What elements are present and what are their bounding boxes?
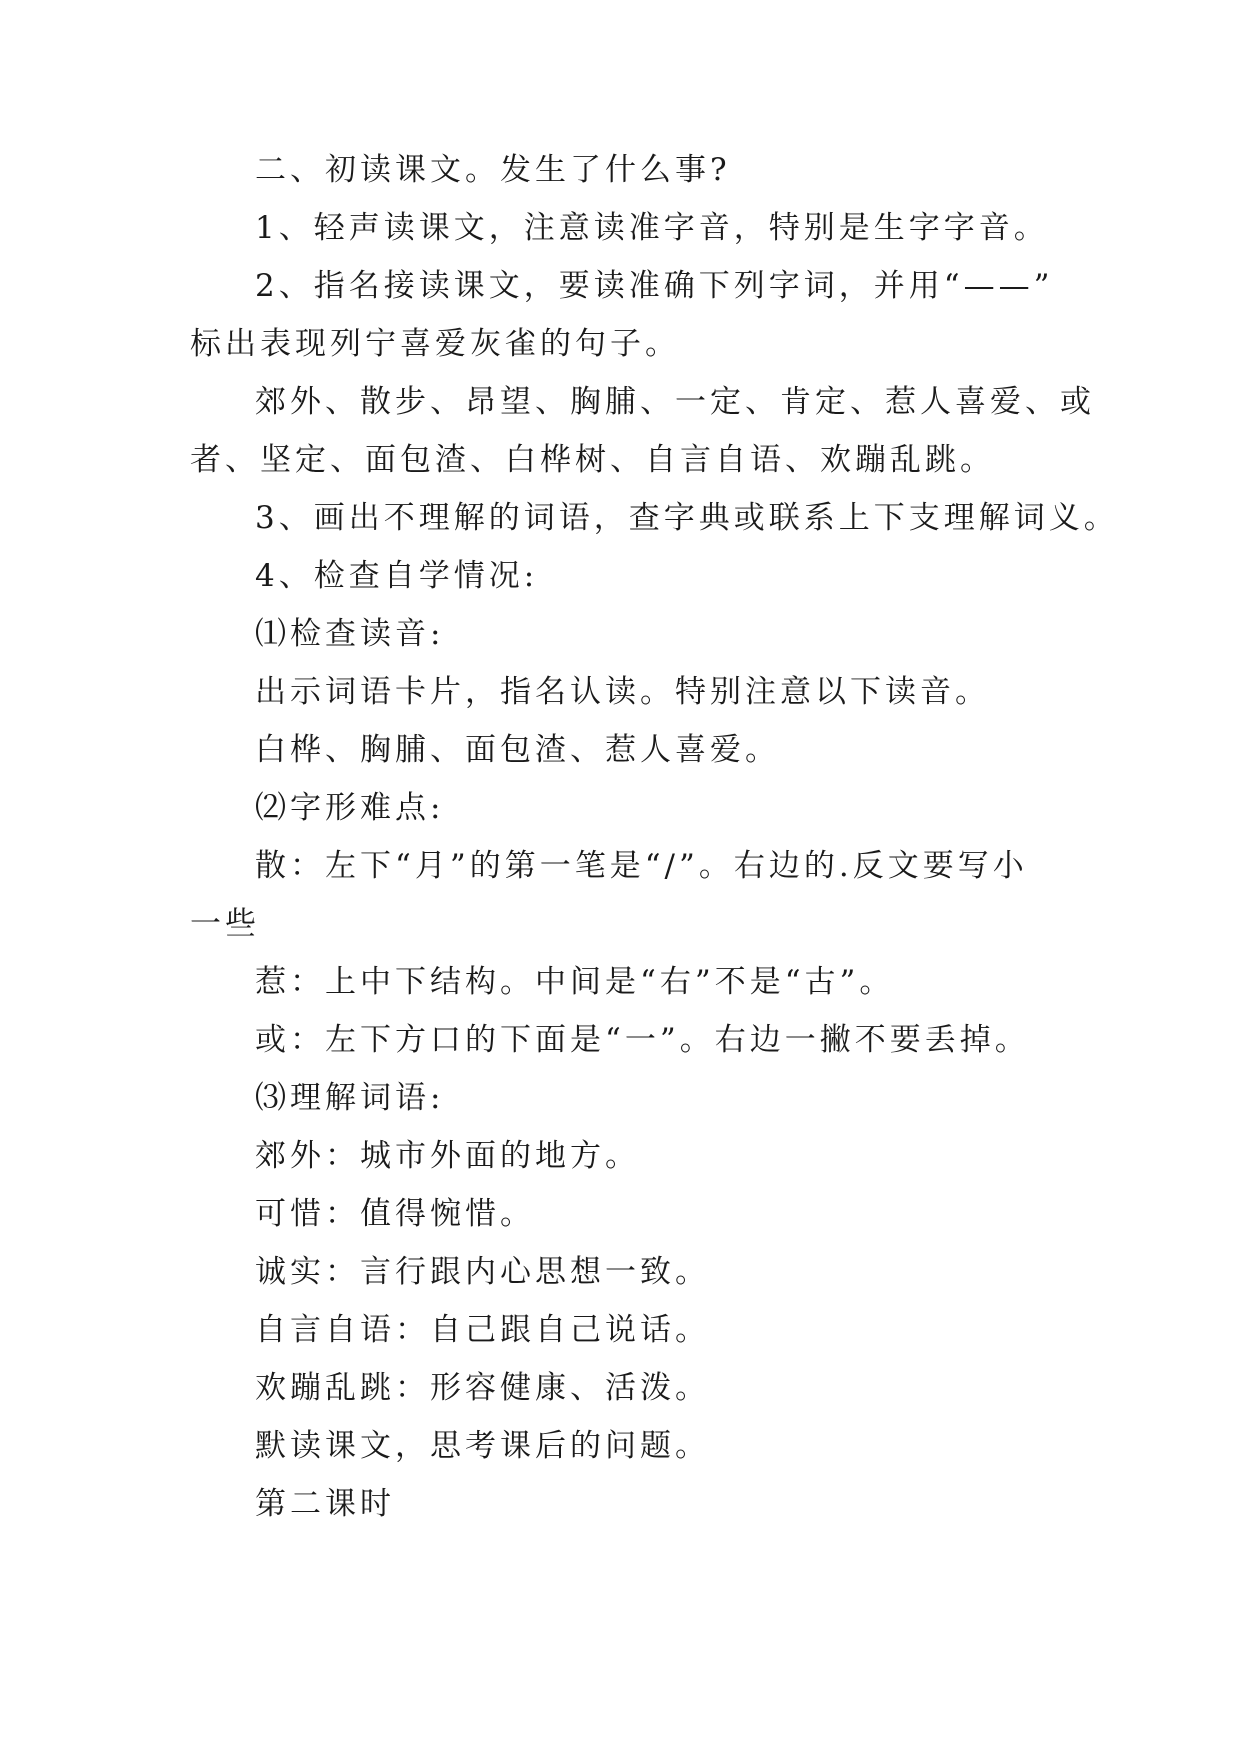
vocab-huanbengluantiao: 欢蹦乱跳：形容健康、活泼。 [255, 1370, 710, 1406]
pronunciation-words: 白桦、胸脯、面包渣、惹人喜爱。 [255, 732, 780, 768]
subheading-vocabulary: ⑶理解词语: [255, 1080, 445, 1116]
word-list-continued: 者、坚定、面包渣、白桦树、自言自语、欢蹦乱跳。 [190, 442, 995, 478]
subheading-character-form: ⑵字形难点: [255, 790, 445, 826]
step-2: 2、指名接读课文，要读准确下列字词，并用“——” [255, 268, 1054, 304]
vocab-chengshi: 诚实：言行跟内心思想一致。 [255, 1254, 710, 1290]
note-huo: 或：左下方口的下面是“一”。右边一撇不要丢掉。 [255, 1022, 1030, 1058]
heading-second-lesson: 第二课时 [255, 1486, 395, 1522]
note-san-continued: 一些 [190, 906, 260, 942]
pronunciation-instruction: 出示词语卡片，指名认读。特别注意以下读音。 [255, 674, 990, 710]
vocab-ziyanziyu: 自言自语：自己跟自己说话。 [255, 1312, 710, 1348]
note-san: 散：左下“月”的第一笔是“/”。右边的.反文要写小 [255, 848, 1028, 884]
step-3: 3、画出不理解的词语，查字典或联系上下支理解词义。 [255, 500, 1119, 536]
heading-first-reading: 二、初读课文。发生了什么事? [255, 152, 731, 188]
word-list: 郊外、散步、昂望、胸脯、一定、肯定、惹人喜爱、或 [255, 384, 1095, 420]
vocab-kexi: 可惜：值得惋惜。 [255, 1196, 535, 1232]
step-4: 4、检查自学情况: [255, 558, 539, 594]
subheading-pronunciation: ⑴检查读音: [255, 616, 445, 652]
step-2-continued: 标出表现列宁喜爱灰雀的句子。 [190, 326, 680, 362]
step-1: 1、轻声读课文，注意读准字音，特别是生字字音。 [255, 210, 1049, 246]
vocab-jiaowai: 郊外：城市外面的地方。 [255, 1138, 640, 1174]
note-re: 惹：上中下结构。中间是“右”不是“古”。 [255, 964, 895, 1000]
silent-reading-instruction: 默读课文，思考课后的问题。 [255, 1428, 710, 1464]
